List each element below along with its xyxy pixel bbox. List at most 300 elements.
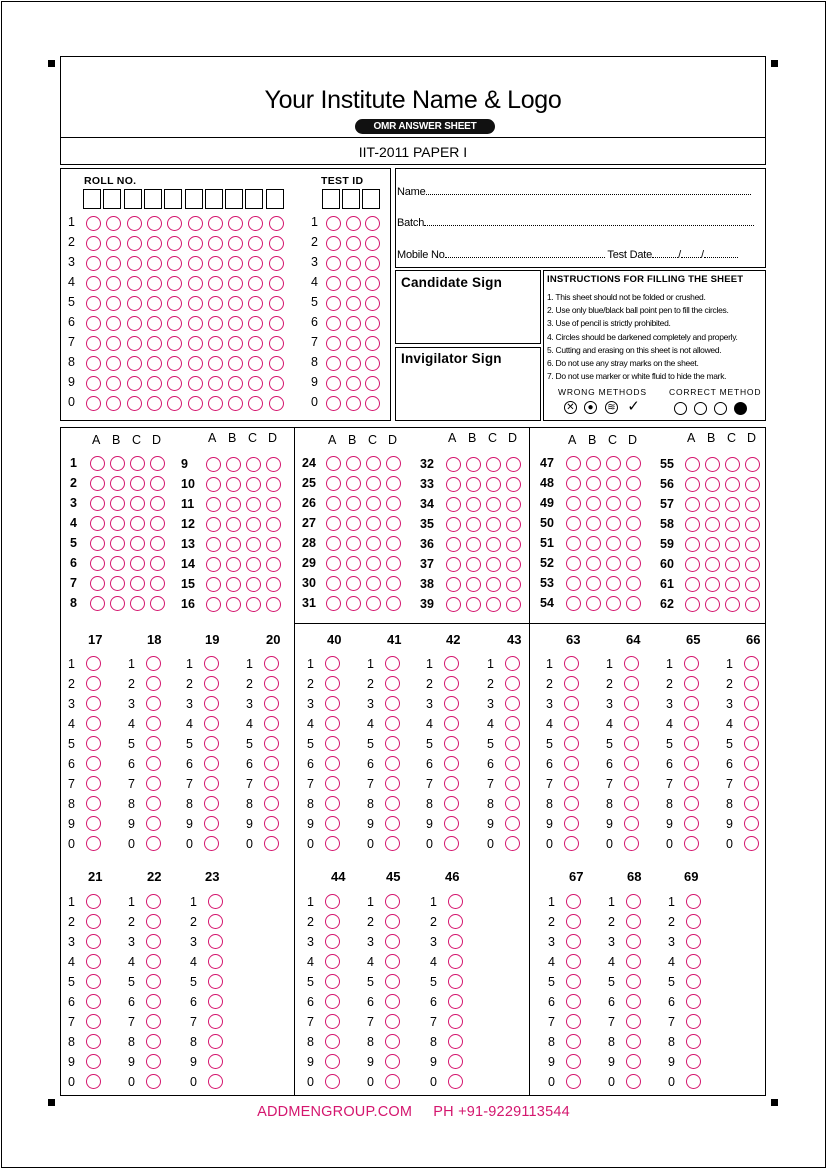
integer-bubble[interactable] <box>448 974 463 989</box>
roll-bubble[interactable] <box>147 376 162 391</box>
roll-bubble[interactable] <box>269 356 284 371</box>
mcq-bubble[interactable] <box>266 497 281 512</box>
integer-bubble[interactable] <box>264 776 279 791</box>
test-id-bubble[interactable] <box>346 316 361 331</box>
mcq-bubble[interactable] <box>206 557 221 572</box>
roll-bubble[interactable] <box>269 336 284 351</box>
roll-bubble[interactable] <box>269 376 284 391</box>
mcq-bubble[interactable] <box>150 536 165 551</box>
integer-bubble[interactable] <box>264 836 279 851</box>
mcq-bubble[interactable] <box>586 576 601 591</box>
roll-no-cell[interactable] <box>266 189 284 209</box>
mcq-bubble[interactable] <box>586 496 601 511</box>
roll-bubble[interactable] <box>208 336 223 351</box>
integer-bubble[interactable] <box>86 1074 101 1089</box>
integer-bubble[interactable] <box>448 1034 463 1049</box>
roll-bubble[interactable] <box>127 376 142 391</box>
mcq-bubble[interactable] <box>626 556 641 571</box>
integer-bubble[interactable] <box>444 716 459 731</box>
integer-bubble[interactable] <box>744 716 759 731</box>
roll-bubble[interactable] <box>127 276 142 291</box>
mcq-bubble[interactable] <box>486 537 501 552</box>
integer-bubble[interactable] <box>505 716 520 731</box>
mcq-bubble[interactable] <box>685 577 700 592</box>
integer-bubble[interactable] <box>566 934 581 949</box>
test-id-bubble[interactable] <box>365 236 380 251</box>
mcq-bubble[interactable] <box>366 556 381 571</box>
integer-bubble[interactable] <box>385 914 400 929</box>
integer-bubble[interactable] <box>564 716 579 731</box>
mcq-bubble[interactable] <box>446 537 461 552</box>
mcq-bubble[interactable] <box>206 577 221 592</box>
mcq-bubble[interactable] <box>110 516 125 531</box>
test-id-bubble[interactable] <box>365 216 380 231</box>
integer-bubble[interactable] <box>264 716 279 731</box>
integer-bubble[interactable] <box>686 954 701 969</box>
integer-bubble[interactable] <box>744 656 759 671</box>
integer-bubble[interactable] <box>448 994 463 1009</box>
integer-bubble[interactable] <box>686 1054 701 1069</box>
integer-bubble[interactable] <box>325 816 340 831</box>
integer-bubble[interactable] <box>325 894 340 909</box>
test-id-bubble[interactable] <box>365 396 380 411</box>
roll-no-cell[interactable] <box>103 189 121 209</box>
mcq-bubble[interactable] <box>206 537 221 552</box>
roll-bubble[interactable] <box>228 216 243 231</box>
roll-bubble[interactable] <box>147 356 162 371</box>
mcq-bubble[interactable] <box>266 577 281 592</box>
integer-bubble[interactable] <box>385 934 400 949</box>
test-id-bubble[interactable] <box>346 376 361 391</box>
mcq-bubble[interactable] <box>346 576 361 591</box>
mcq-bubble[interactable] <box>506 577 521 592</box>
integer-bubble[interactable] <box>626 894 641 909</box>
mcq-bubble[interactable] <box>626 596 641 611</box>
roll-no-cell[interactable] <box>185 189 203 209</box>
integer-bubble[interactable] <box>684 756 699 771</box>
integer-bubble[interactable] <box>744 816 759 831</box>
integer-bubble[interactable] <box>566 1014 581 1029</box>
mcq-bubble[interactable] <box>266 557 281 572</box>
mcq-bubble[interactable] <box>506 537 521 552</box>
mcq-bubble[interactable] <box>486 477 501 492</box>
integer-bubble[interactable] <box>86 974 101 989</box>
integer-bubble[interactable] <box>385 696 400 711</box>
integer-bubble[interactable] <box>208 1074 223 1089</box>
roll-bubble[interactable] <box>188 216 203 231</box>
roll-bubble[interactable] <box>228 256 243 271</box>
mcq-bubble[interactable] <box>346 556 361 571</box>
mcq-bubble[interactable] <box>326 596 341 611</box>
mcq-bubble[interactable] <box>725 577 740 592</box>
integer-bubble[interactable] <box>86 934 101 949</box>
integer-bubble[interactable] <box>385 1014 400 1029</box>
roll-bubble[interactable] <box>208 376 223 391</box>
integer-bubble[interactable] <box>264 756 279 771</box>
mcq-bubble[interactable] <box>346 456 361 471</box>
integer-bubble[interactable] <box>624 796 639 811</box>
integer-bubble[interactable] <box>505 696 520 711</box>
integer-bubble[interactable] <box>686 914 701 929</box>
roll-no-cell[interactable] <box>164 189 182 209</box>
integer-bubble[interactable] <box>86 736 101 751</box>
test-id-bubble[interactable] <box>346 336 361 351</box>
integer-bubble[interactable] <box>564 656 579 671</box>
integer-bubble[interactable] <box>204 736 219 751</box>
mcq-bubble[interactable] <box>90 576 105 591</box>
integer-bubble[interactable] <box>385 716 400 731</box>
integer-bubble[interactable] <box>204 696 219 711</box>
roll-bubble[interactable] <box>127 396 142 411</box>
integer-bubble[interactable] <box>86 894 101 909</box>
test-id-bubble[interactable] <box>365 296 380 311</box>
integer-bubble[interactable] <box>564 836 579 851</box>
integer-bubble[interactable] <box>264 736 279 751</box>
mcq-bubble[interactable] <box>506 557 521 572</box>
test-id-bubble[interactable] <box>326 216 341 231</box>
mcq-bubble[interactable] <box>745 517 760 532</box>
test-id-bubble[interactable] <box>365 276 380 291</box>
roll-bubble[interactable] <box>228 316 243 331</box>
mcq-bubble[interactable] <box>586 516 601 531</box>
mcq-bubble[interactable] <box>486 517 501 532</box>
mcq-bubble[interactable] <box>246 477 261 492</box>
test-id-bubble[interactable] <box>326 236 341 251</box>
mcq-bubble[interactable] <box>110 476 125 491</box>
integer-bubble[interactable] <box>264 796 279 811</box>
roll-bubble[interactable] <box>86 336 101 351</box>
integer-bubble[interactable] <box>624 696 639 711</box>
integer-bubble[interactable] <box>505 656 520 671</box>
mcq-bubble[interactable] <box>446 457 461 472</box>
mobile-field[interactable] <box>397 249 738 261</box>
integer-bubble[interactable] <box>325 796 340 811</box>
integer-bubble[interactable] <box>624 836 639 851</box>
mcq-bubble[interactable] <box>506 477 521 492</box>
mcq-bubble[interactable] <box>725 557 740 572</box>
mcq-bubble[interactable] <box>130 476 145 491</box>
integer-bubble[interactable] <box>686 1074 701 1089</box>
mcq-bubble[interactable] <box>366 476 381 491</box>
integer-bubble[interactable] <box>566 994 581 1009</box>
integer-bubble[interactable] <box>626 954 641 969</box>
mcq-bubble[interactable] <box>745 477 760 492</box>
roll-no-cell[interactable] <box>225 189 243 209</box>
mcq-bubble[interactable] <box>606 456 621 471</box>
integer-bubble[interactable] <box>385 1074 400 1089</box>
integer-bubble[interactable] <box>146 934 161 949</box>
integer-bubble[interactable] <box>146 816 161 831</box>
mcq-bubble[interactable] <box>150 576 165 591</box>
mcq-bubble[interactable] <box>745 597 760 612</box>
roll-bubble[interactable] <box>208 316 223 331</box>
integer-bubble[interactable] <box>86 994 101 1009</box>
integer-bubble[interactable] <box>146 676 161 691</box>
integer-bubble[interactable] <box>325 914 340 929</box>
roll-bubble[interactable] <box>269 256 284 271</box>
mcq-bubble[interactable] <box>110 556 125 571</box>
integer-bubble[interactable] <box>624 656 639 671</box>
integer-bubble[interactable] <box>564 736 579 751</box>
mcq-bubble[interactable] <box>386 476 401 491</box>
mcq-bubble[interactable] <box>506 457 521 472</box>
test-id-bubble[interactable] <box>326 396 341 411</box>
roll-bubble[interactable] <box>208 256 223 271</box>
integer-bubble[interactable] <box>448 1074 463 1089</box>
roll-bubble[interactable] <box>228 336 243 351</box>
roll-bubble[interactable] <box>188 356 203 371</box>
batch-field[interactable] <box>397 217 754 229</box>
mcq-bubble[interactable] <box>626 496 641 511</box>
roll-bubble[interactable] <box>127 356 142 371</box>
test-id-bubble[interactable] <box>365 356 380 371</box>
mcq-bubble[interactable] <box>90 456 105 471</box>
mcq-bubble[interactable] <box>705 537 720 552</box>
mcq-bubble[interactable] <box>606 476 621 491</box>
integer-bubble[interactable] <box>146 1034 161 1049</box>
integer-bubble[interactable] <box>86 1034 101 1049</box>
roll-bubble[interactable] <box>269 236 284 251</box>
mcq-bubble[interactable] <box>346 496 361 511</box>
integer-bubble[interactable] <box>86 676 101 691</box>
integer-bubble[interactable] <box>744 676 759 691</box>
mcq-bubble[interactable] <box>346 596 361 611</box>
mcq-bubble[interactable] <box>386 456 401 471</box>
mcq-bubble[interactable] <box>386 516 401 531</box>
mcq-bubble[interactable] <box>486 597 501 612</box>
mcq-bubble[interactable] <box>606 556 621 571</box>
roll-bubble[interactable] <box>86 216 101 231</box>
integer-bubble[interactable] <box>686 974 701 989</box>
test-id-cell[interactable] <box>342 189 360 209</box>
integer-bubble[interactable] <box>146 796 161 811</box>
integer-bubble[interactable] <box>146 1054 161 1069</box>
integer-bubble[interactable] <box>744 796 759 811</box>
mcq-bubble[interactable] <box>725 597 740 612</box>
integer-bubble[interactable] <box>744 736 759 751</box>
mcq-bubble[interactable] <box>386 576 401 591</box>
integer-bubble[interactable] <box>444 816 459 831</box>
mcq-bubble[interactable] <box>266 517 281 532</box>
integer-bubble[interactable] <box>684 776 699 791</box>
mcq-bubble[interactable] <box>685 457 700 472</box>
integer-bubble[interactable] <box>448 934 463 949</box>
roll-bubble[interactable] <box>208 276 223 291</box>
integer-bubble[interactable] <box>385 656 400 671</box>
roll-bubble[interactable] <box>147 316 162 331</box>
integer-bubble[interactable] <box>505 796 520 811</box>
test-id-bubble[interactable] <box>365 316 380 331</box>
integer-bubble[interactable] <box>86 1014 101 1029</box>
mcq-bubble[interactable] <box>130 556 145 571</box>
roll-no-cell[interactable] <box>83 189 101 209</box>
roll-bubble[interactable] <box>208 296 223 311</box>
integer-bubble[interactable] <box>505 836 520 851</box>
integer-bubble[interactable] <box>86 1054 101 1069</box>
mcq-bubble[interactable] <box>486 457 501 472</box>
mcq-bubble[interactable] <box>346 516 361 531</box>
roll-bubble[interactable] <box>147 396 162 411</box>
roll-bubble[interactable] <box>269 216 284 231</box>
integer-bubble[interactable] <box>385 1054 400 1069</box>
integer-bubble[interactable] <box>624 776 639 791</box>
mcq-bubble[interactable] <box>705 517 720 532</box>
roll-bubble[interactable] <box>86 316 101 331</box>
mcq-bubble[interactable] <box>130 576 145 591</box>
mcq-bubble[interactable] <box>150 456 165 471</box>
integer-bubble[interactable] <box>86 954 101 969</box>
integer-bubble[interactable] <box>325 716 340 731</box>
integer-bubble[interactable] <box>385 816 400 831</box>
integer-bubble[interactable] <box>146 656 161 671</box>
integer-bubble[interactable] <box>566 1074 581 1089</box>
integer-bubble[interactable] <box>564 796 579 811</box>
mcq-bubble[interactable] <box>705 577 720 592</box>
roll-bubble[interactable] <box>127 216 142 231</box>
integer-bubble[interactable] <box>686 1034 701 1049</box>
integer-bubble[interactable] <box>505 756 520 771</box>
integer-bubble[interactable] <box>208 954 223 969</box>
mcq-bubble[interactable] <box>386 596 401 611</box>
test-id-bubble[interactable] <box>346 256 361 271</box>
roll-bubble[interactable] <box>188 316 203 331</box>
mcq-bubble[interactable] <box>586 456 601 471</box>
integer-bubble[interactable] <box>325 776 340 791</box>
mcq-bubble[interactable] <box>705 477 720 492</box>
mcq-bubble[interactable] <box>705 497 720 512</box>
mcq-bubble[interactable] <box>446 497 461 512</box>
mcq-bubble[interactable] <box>566 556 581 571</box>
mcq-bubble[interactable] <box>606 496 621 511</box>
mcq-bubble[interactable] <box>566 516 581 531</box>
test-id-bubble[interactable] <box>346 216 361 231</box>
mcq-bubble[interactable] <box>685 477 700 492</box>
roll-bubble[interactable] <box>188 236 203 251</box>
integer-bubble[interactable] <box>444 836 459 851</box>
mcq-bubble[interactable] <box>226 477 241 492</box>
mcq-bubble[interactable] <box>685 537 700 552</box>
roll-bubble[interactable] <box>188 276 203 291</box>
integer-bubble[interactable] <box>566 1054 581 1069</box>
mcq-bubble[interactable] <box>685 517 700 532</box>
mcq-bubble[interactable] <box>446 577 461 592</box>
roll-no-cell[interactable] <box>245 189 263 209</box>
mcq-bubble[interactable] <box>466 517 481 532</box>
mcq-bubble[interactable] <box>246 537 261 552</box>
integer-bubble[interactable] <box>566 894 581 909</box>
mcq-bubble[interactable] <box>246 457 261 472</box>
mcq-bubble[interactable] <box>90 556 105 571</box>
roll-no-cell[interactable] <box>205 189 223 209</box>
mcq-bubble[interactable] <box>685 597 700 612</box>
integer-bubble[interactable] <box>448 914 463 929</box>
integer-bubble[interactable] <box>626 974 641 989</box>
integer-bubble[interactable] <box>686 1014 701 1029</box>
roll-bubble[interactable] <box>228 276 243 291</box>
mcq-bubble[interactable] <box>366 516 381 531</box>
mcq-bubble[interactable] <box>725 477 740 492</box>
mcq-bubble[interactable] <box>466 577 481 592</box>
mcq-bubble[interactable] <box>566 576 581 591</box>
roll-bubble[interactable] <box>147 236 162 251</box>
integer-bubble[interactable] <box>564 696 579 711</box>
roll-bubble[interactable] <box>208 356 223 371</box>
mcq-bubble[interactable] <box>366 536 381 551</box>
roll-bubble[interactable] <box>127 296 142 311</box>
integer-bubble[interactable] <box>264 656 279 671</box>
roll-bubble[interactable] <box>86 396 101 411</box>
mcq-bubble[interactable] <box>90 476 105 491</box>
integer-bubble[interactable] <box>146 1074 161 1089</box>
integer-bubble[interactable] <box>684 796 699 811</box>
integer-bubble[interactable] <box>684 676 699 691</box>
integer-bubble[interactable] <box>385 776 400 791</box>
mcq-bubble[interactable] <box>705 597 720 612</box>
integer-bubble[interactable] <box>448 954 463 969</box>
mcq-bubble[interactable] <box>130 596 145 611</box>
mcq-bubble[interactable] <box>130 456 145 471</box>
integer-bubble[interactable] <box>444 656 459 671</box>
integer-bubble[interactable] <box>208 894 223 909</box>
integer-bubble[interactable] <box>624 676 639 691</box>
mcq-bubble[interactable] <box>606 576 621 591</box>
integer-bubble[interactable] <box>146 954 161 969</box>
integer-bubble[interactable] <box>444 736 459 751</box>
mcq-bubble[interactable] <box>326 536 341 551</box>
test-id-bubble[interactable] <box>346 356 361 371</box>
integer-bubble[interactable] <box>624 756 639 771</box>
roll-bubble[interactable] <box>228 356 243 371</box>
integer-bubble[interactable] <box>444 796 459 811</box>
mcq-bubble[interactable] <box>685 557 700 572</box>
integer-bubble[interactable] <box>204 756 219 771</box>
mcq-bubble[interactable] <box>586 476 601 491</box>
integer-bubble[interactable] <box>264 696 279 711</box>
mcq-bubble[interactable] <box>110 576 125 591</box>
test-id-cell[interactable] <box>322 189 340 209</box>
integer-bubble[interactable] <box>146 696 161 711</box>
roll-bubble[interactable] <box>228 396 243 411</box>
integer-bubble[interactable] <box>684 836 699 851</box>
integer-bubble[interactable] <box>86 836 101 851</box>
integer-bubble[interactable] <box>204 796 219 811</box>
roll-bubble[interactable] <box>86 296 101 311</box>
mcq-bubble[interactable] <box>246 557 261 572</box>
integer-bubble[interactable] <box>385 894 400 909</box>
integer-bubble[interactable] <box>146 974 161 989</box>
mcq-bubble[interactable] <box>266 477 281 492</box>
mcq-bubble[interactable] <box>685 497 700 512</box>
integer-bubble[interactable] <box>626 1074 641 1089</box>
roll-bubble[interactable] <box>228 376 243 391</box>
mcq-bubble[interactable] <box>486 557 501 572</box>
integer-bubble[interactable] <box>564 756 579 771</box>
integer-bubble[interactable] <box>86 776 101 791</box>
integer-bubble[interactable] <box>86 696 101 711</box>
roll-bubble[interactable] <box>269 276 284 291</box>
integer-bubble[interactable] <box>325 736 340 751</box>
integer-bubble[interactable] <box>325 756 340 771</box>
mcq-bubble[interactable] <box>90 496 105 511</box>
mcq-bubble[interactable] <box>745 497 760 512</box>
integer-bubble[interactable] <box>86 656 101 671</box>
roll-bubble[interactable] <box>127 316 142 331</box>
integer-bubble[interactable] <box>686 934 701 949</box>
mcq-bubble[interactable] <box>206 457 221 472</box>
integer-bubble[interactable] <box>325 974 340 989</box>
test-id-bubble[interactable] <box>346 236 361 251</box>
mcq-bubble[interactable] <box>586 596 601 611</box>
